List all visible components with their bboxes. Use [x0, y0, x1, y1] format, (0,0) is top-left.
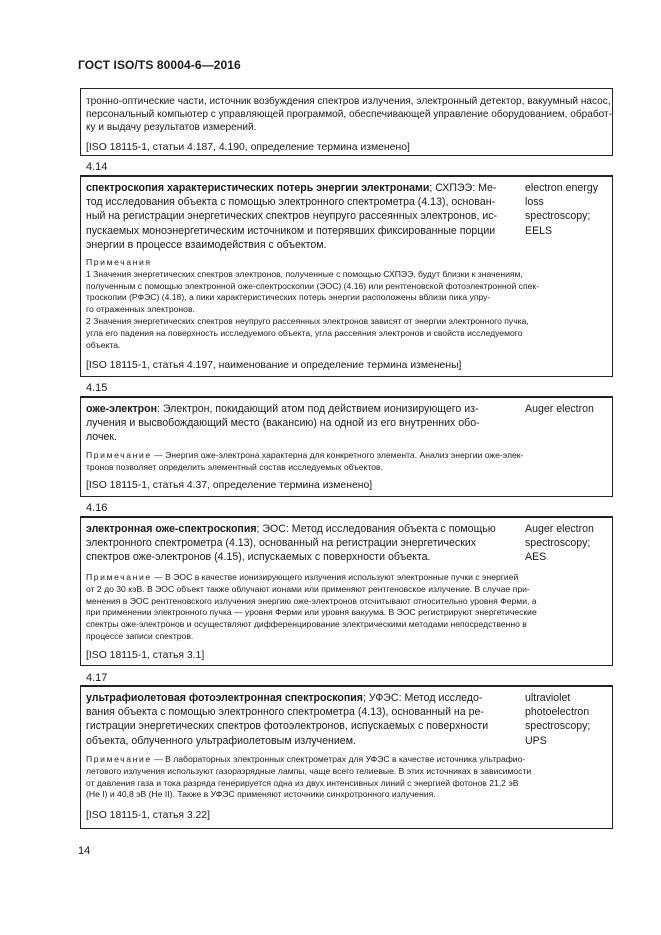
english-line: Auger electron — [525, 523, 594, 535]
note-line: 2 Значения энергетических спектров неупруго рассеянных электронов зависят от энергии электронного пучка, — [86, 315, 529, 326]
note-line: 1 Значения энергетических спектров электронов, полученные с помощью СХПЭЭ, будут близки к значениям, — [86, 268, 523, 279]
note-title: Примечание — [86, 754, 152, 764]
note-line: полученным с помощью электронной оже-спектроскопии (ЭОС) (4.16) или рентгеновской фотоэлектронной спек- — [86, 280, 540, 291]
english-line: UPS — [525, 734, 547, 747]
page-number: 14 — [78, 845, 91, 857]
term-name: спектроскопия характеристических потерь энергии электронами — [86, 182, 430, 194]
english-line: photoelectron — [525, 706, 590, 719]
english-equivalent — [525, 691, 609, 748]
term-name: электронная оже-спектроскопия — [86, 523, 257, 535]
text-line: гистрации энергетических спектров фотоэлектронов, испускаемых с поверхности — [86, 720, 489, 733]
english-line: ultraviolet — [525, 692, 571, 704]
continuation-text — [86, 95, 613, 134]
term-name: оже-электрон — [86, 403, 158, 415]
note-line: менения в ЭОС рентгеновского излучения энергию оже-электронов отсчитывают относительно уровня Ферми, а — [86, 595, 537, 606]
note-line: от 2 до 30 кэВ. В ЭОС объект также облучают ионами или применяют рентгеновское излучение. В случае при- — [86, 583, 530, 594]
source-reference: [ISO 18115-1, статья 4.197, наименование и определение термина изменены] — [86, 360, 462, 371]
note-line: от давления газа и тока разряда генерируется одна из двух интенсивных линий с энергией фотонов 21,2 эВ — [86, 777, 519, 788]
english-line: Auger electron — [525, 403, 594, 415]
entry-number: 4.14 — [86, 161, 108, 173]
source-reference: [ISO 18115-1, статья 4.37, определение термина изменено] — [86, 480, 373, 491]
text-line: тронно-оптические части, источник возбуждения спектров излучения, электронный детектор, вакуумный насос, — [86, 96, 611, 107]
english-equivalent — [525, 522, 609, 565]
note-block — [86, 754, 607, 801]
text-line: тод исследования объекта с помощью электронного спектрометра (4.13), основан- — [86, 196, 496, 209]
text-line: пускаемых моноэнергетическим источником и потерявших фиксированные порции — [86, 224, 496, 237]
note-line: процессе записи спектров. — [86, 630, 194, 641]
note-line: — Энергия оже-электрона характерна для конкретного элемента. Анализ энергии оже-элек- — [151, 450, 524, 460]
term-definition — [86, 181, 509, 252]
term-definition — [86, 691, 509, 748]
english-line: loss — [525, 196, 544, 209]
source-reference: [ISO 18115-1, статьи 4.187, 4.190, определение термина изменено] — [86, 142, 410, 153]
text-line: ; УФЭС: Метод исследо- — [362, 692, 483, 704]
note-line: троскопии (РФЭС) (4.18), а пики характеристических потерь энергии расположены вблизи пика упру- — [86, 292, 491, 303]
text-line: ; ЭОС: Метод исследования объекта с помощью — [256, 523, 496, 535]
text-line: вания объекта с помощью электронного спектрометра (4.13), основанный на ре- — [86, 706, 484, 719]
note-line: (He I) и 40,8 эВ (He II). Также в УФЭС применяют источники синхротронного излучения. — [86, 789, 436, 800]
note-block — [86, 450, 607, 474]
note-line: летового излучения используют газоразрядные лампы, чаще всего гелиевые. В этих источниках в зависимости — [86, 765, 532, 776]
english-line: AES — [525, 551, 547, 564]
english-equivalent — [525, 181, 609, 238]
english-line: EELS — [525, 224, 553, 237]
english-line: spectroscopy; — [525, 210, 591, 223]
source-reference: [ISO 18115-1, статья 3.1] — [86, 650, 205, 661]
text-line: лучения и высвобождающий место (вакансию) на одной из его внутренних обо- — [86, 417, 480, 430]
english-line: spectroscopy; — [525, 720, 591, 733]
entry-number: 4.17 — [86, 672, 108, 684]
source-reference: [ISO 18115-1, статья 3.22] — [86, 810, 210, 821]
note-title: Примечания — [86, 257, 152, 267]
document-header: ГОСТ ISO/TS 80004-6—2016 — [78, 58, 241, 72]
term-definition — [86, 522, 509, 565]
note-line: тронов позволяет определить элементный состав исследуемых объектов. — [86, 461, 383, 472]
note-line: объекта. — [86, 339, 121, 350]
note-title: Примечание — [86, 572, 152, 582]
term-definition — [86, 402, 509, 445]
english-equivalent — [525, 402, 609, 416]
english-line: spectroscopy; — [525, 537, 591, 550]
text-line: объекта, облученного ультрафиолетовым излучением. — [86, 734, 356, 747]
entry-number: 4.15 — [86, 382, 108, 394]
text-line: электронного спектрометра (4.13), основанный на регистрации энергетических — [86, 537, 477, 550]
entry-number: 4.16 — [86, 502, 108, 514]
text-line: ку и выдачу результатов измерений. — [86, 122, 257, 133]
note-line: го отраженных электронов. — [86, 304, 195, 315]
note-line: спектры оже-электронов и осуществляют дифференцирование электрическими методами непосредственно в — [86, 619, 527, 630]
text-line: ; СХПЭЭ: Ме- — [429, 182, 497, 194]
text-line: энергии в процессе взаимодействия с объектом. — [86, 238, 327, 251]
note-title: Примечание — [86, 450, 152, 460]
text-line: персональный компьютер с управляющей программой, обеспечивающей управление оборудованием, обработ- — [86, 109, 613, 120]
english-line: electron energy — [525, 182, 599, 194]
note-line: при применении электронного пучка — уровня Ферми или уровня вакуума. В ЭОС регистрируют энергетические — [86, 607, 537, 618]
note-line: — В лабораторных электронных спектрометрах для УФЭС в качестве источника ультрафио- — [151, 754, 526, 764]
note-line: угла его падения на поверхность исследуемого объекта, угла рассеяния электронов и свойств исследуемого — [86, 327, 523, 338]
note-block — [86, 572, 607, 643]
text-line: : Электрон, покидающий атом под действием ионизирующего из- — [157, 403, 479, 415]
text-line: ный на регистрации энергетических спектров неупруго рассеянных электронов, ис- — [86, 210, 498, 223]
term-name: ультрафиолетовая фотоэлектронная спектроскопия — [86, 692, 363, 704]
text-line: спектров оже-электронов (4.15), испускаемых с поверхности объекта. — [86, 551, 431, 564]
note-block — [86, 257, 607, 351]
text-line: лочек. — [86, 431, 117, 444]
note-line: — В ЭОС в качестве ионизирующего излучения используют электронные пучки с энергией — [151, 572, 519, 582]
